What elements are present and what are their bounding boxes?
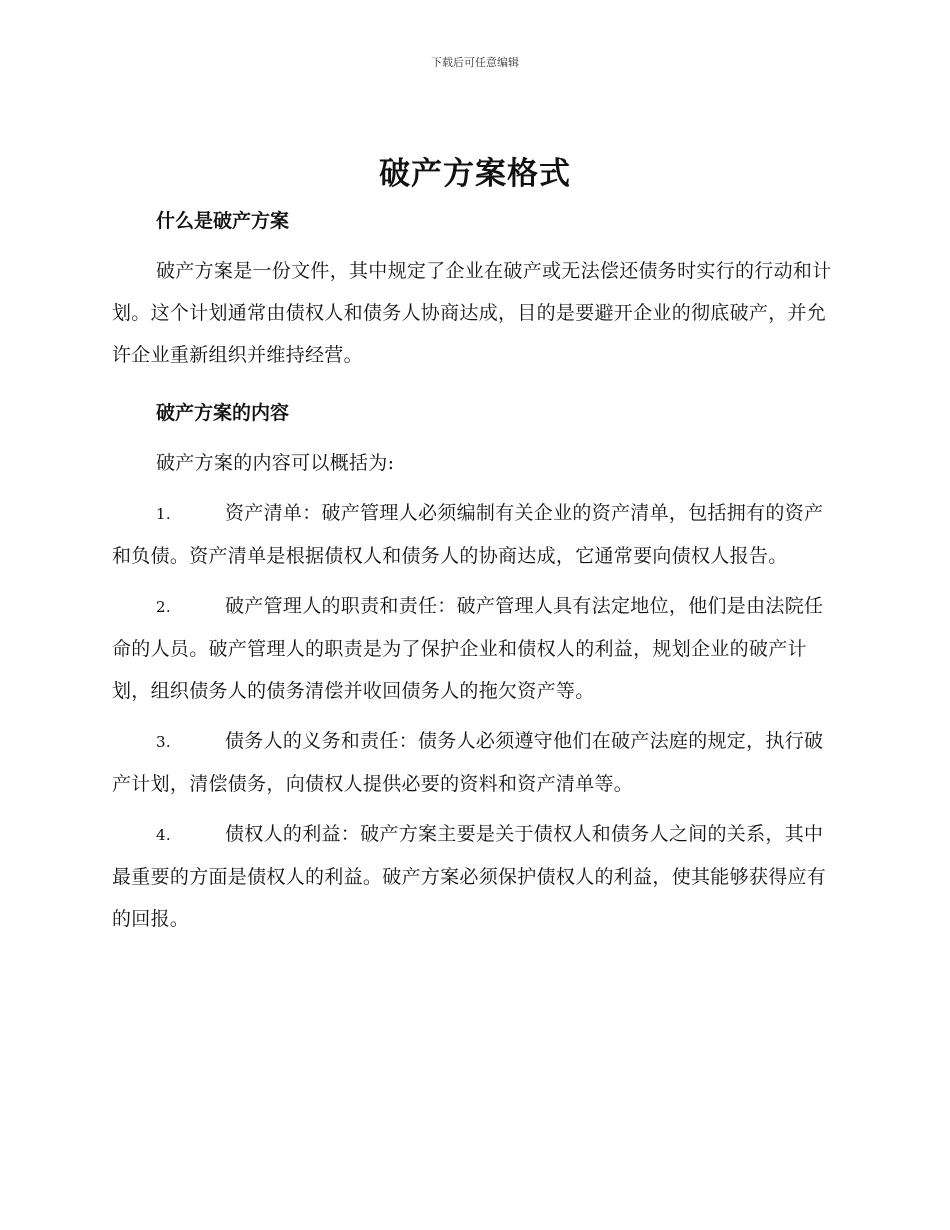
list-item-number: 1. bbox=[156, 505, 171, 523]
list-item-text: 破产管理人的职责和责任：破产管理人具有法定地位，他们是由法院任命的人员。破产管理人的职责是为了保护企业和债权人的利益，规划企业的破产计划，组织债务人的债务清偿并收回债务人的拖欠资产等。 bbox=[112, 595, 824, 702]
list-item-number: 4. bbox=[156, 826, 171, 844]
section-paragraph: 破产方案是一份文件，其中规定了企业在破产或无法偿还债务时实行的行动和计划。这个计划通常由债权人和债务人协商达成，目的是要避开企业的彻底破产，并允许企业重新组织并维持经营。 bbox=[112, 260, 832, 366]
list-item bbox=[112, 585, 840, 712]
list-item bbox=[112, 492, 840, 577]
document-body bbox=[112, 200, 840, 940]
section-heading: 破产方案的内容 bbox=[156, 402, 290, 424]
list-item-text: 债权人的利益：破产方案主要是关于债权人和债务人之间的关系，其中最重要的方面是债权人的利益。破产方案必须保护债权人的利益，使其能够获得应有的回报。 bbox=[112, 823, 827, 930]
page-header: 下载后可任意编辑 bbox=[431, 56, 519, 69]
section-heading: 什么是破产方案 bbox=[156, 210, 290, 232]
list-item-text: 债务人的义务和责任：债务人必须遵守他们在破产法庭的规定，执行破产计划，清偿债务，向债权人提供必要的资料和资产清单等。 bbox=[112, 730, 824, 795]
list-item-text: 资产清单：破产管理人必须编制有关企业的资产清单，包括拥有的资产和负债。资产清单是根据债权人和债务人的协商达成，它通常要向债权人报告。 bbox=[112, 502, 824, 567]
list-item-number: 3. bbox=[156, 733, 171, 751]
list-item bbox=[112, 720, 840, 805]
document-title: 破产方案格式 bbox=[379, 156, 571, 192]
list-item bbox=[112, 813, 840, 940]
list-item-number: 2. bbox=[156, 598, 171, 616]
section-intro: 破产方案的内容可以概括为: bbox=[156, 452, 395, 474]
